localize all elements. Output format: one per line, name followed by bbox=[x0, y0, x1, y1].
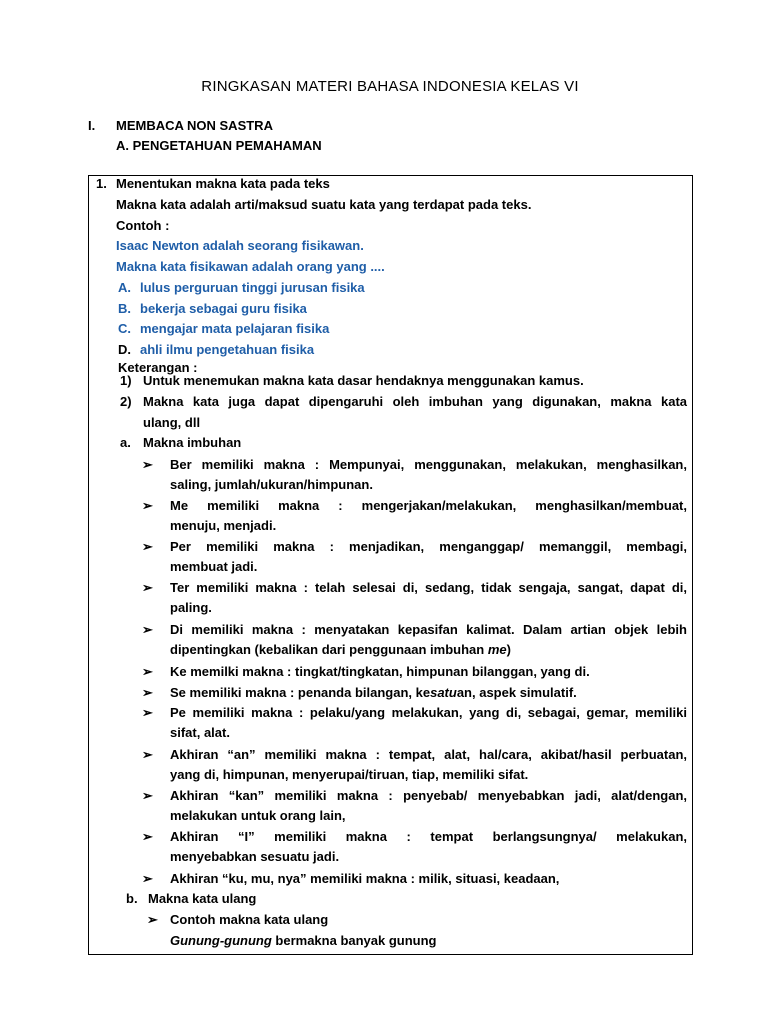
arrow-bullet-icon: ➢ bbox=[142, 788, 153, 803]
text-span: Se memiliki makna : penanda bilangan, ke bbox=[170, 685, 431, 700]
sub-b-label: Makna kata ulang bbox=[148, 891, 257, 906]
list-item: Akhiran “ku, mu, nya” memiliki makna : milik, situasi, keadaan, bbox=[170, 871, 560, 886]
subsection-heading: A. PENGETAHUAN PEMAHAMAN bbox=[116, 138, 322, 153]
list-item-continued: menuju, menjadi. bbox=[170, 518, 277, 533]
text-span: bermakna banyak gunung bbox=[271, 933, 437, 948]
text-span: ) bbox=[506, 642, 511, 657]
note-text: Untuk menemukan makna kata dasar hendaknya menggunakan kamus. bbox=[143, 373, 584, 388]
list-item: Ber memiliki makna : Mempunyai, menggunakan, melakukan, menghasilkan, bbox=[170, 457, 687, 472]
note-number: 2) bbox=[120, 394, 132, 409]
list-item-continued: saling, jumlah/ukuran/himpunan. bbox=[170, 477, 373, 492]
keterangan-label: Keterangan : bbox=[118, 360, 198, 375]
item-heading: Menentukan makna kata pada teks bbox=[116, 176, 330, 191]
note-text-continued: ulang, dll bbox=[143, 415, 201, 430]
arrow-bullet-icon: ➢ bbox=[147, 912, 158, 927]
arrow-bullet-icon: ➢ bbox=[142, 664, 153, 679]
option-letter-b: B. bbox=[118, 301, 131, 316]
option-text-c: mengajar mata pelajaran fisika bbox=[140, 321, 330, 336]
note-number: 1) bbox=[120, 373, 132, 388]
section-heading: MEMBACA NON SASTRA bbox=[116, 118, 273, 133]
list-item: Per memiliki makna : menjadikan, menganggap/ memanggil, membagi, bbox=[170, 539, 687, 554]
italic-word: satu bbox=[430, 685, 457, 700]
list-item: Contoh makna kata ulang bbox=[170, 912, 329, 927]
list-item-continued: menyebabkan sesuatu jadi. bbox=[170, 849, 340, 864]
sub-a-label: Makna imbuhan bbox=[143, 435, 242, 450]
arrow-bullet-icon: ➢ bbox=[142, 747, 153, 762]
option-text-b: bekerja sebagai guru fisika bbox=[140, 301, 307, 316]
list-item: Akhiran “an” memiliki makna : tempat, alat, hal/cara, akibat/hasil perbuatan, bbox=[170, 747, 687, 762]
arrow-bullet-icon: ➢ bbox=[142, 622, 153, 637]
text-span: dipentingkan (kebalikan dari penggunaan imbuhan bbox=[170, 642, 488, 657]
list-item-continued: paling. bbox=[170, 600, 212, 615]
list-item: Akhiran “kan” memiliki makna : penyebab/ menyebabkan jadi, alat/dengan, bbox=[170, 788, 687, 803]
page-title: RINGKASAN MATERI BAHASA INDONESIA KELAS VI bbox=[201, 78, 579, 95]
arrow-bullet-icon: ➢ bbox=[142, 457, 153, 472]
arrow-bullet-icon: ➢ bbox=[142, 580, 153, 595]
item-number: 1. bbox=[96, 176, 107, 191]
list-item: Ke memilki makna : tingkat/tingkatan, himpunan bilanggan, yang di. bbox=[170, 664, 590, 679]
arrow-bullet-icon: ➢ bbox=[142, 705, 153, 720]
example-label: Contoh : bbox=[116, 218, 170, 233]
sub-b-letter: b. bbox=[126, 891, 138, 906]
option-letter-d: D. bbox=[118, 342, 131, 357]
list-item-continued bbox=[170, 642, 511, 657]
example-line bbox=[170, 933, 437, 948]
section-number: I. bbox=[88, 118, 96, 133]
text-span: an, aspek simulatif. bbox=[456, 685, 577, 700]
list-item-continued: yang di, himpunan, menyerupai/tiruan, tiap, memiliki sifat. bbox=[170, 767, 529, 782]
list-item bbox=[170, 685, 577, 700]
note-text: Makna kata juga dapat dipengaruhi oleh imbuhan yang digunakan, makna kata bbox=[143, 394, 687, 409]
example-sentence: Isaac Newton adalah seorang fisikawan. bbox=[116, 238, 364, 253]
arrow-bullet-icon: ➢ bbox=[142, 539, 153, 554]
list-item: Me memiliki makna : mengerjakan/melakukan, menghasilkan/membuat, bbox=[170, 498, 687, 513]
list-item: Pe memiliki makna : pelaku/yang melakukan, yang di, sebagai, gemar, memiliki bbox=[170, 705, 687, 720]
arrow-bullet-icon: ➢ bbox=[142, 829, 153, 844]
list-item-continued: sifat, alat. bbox=[170, 725, 230, 740]
option-text-a: lulus perguruan tinggi jurusan fisika bbox=[140, 280, 365, 295]
option-text-d: ahli ilmu pengetahuan fisika bbox=[140, 342, 315, 357]
list-item: Ter memiliki makna : telah selesai di, sedang, tidak sengaja, sangat, dapat di, bbox=[170, 580, 687, 595]
question-text: Makna kata fisikawan adalah orang yang .... bbox=[116, 259, 385, 274]
list-item-continued: membuat jadi. bbox=[170, 559, 258, 574]
list-item: Akhiran “I” memiliki makna : tempat berlangsungnya/ melakukan, bbox=[170, 829, 687, 844]
italic-word: me bbox=[487, 642, 507, 657]
definition-text: Makna kata adalah arti/maksud suatu kata yang terdapat pada teks. bbox=[116, 197, 532, 212]
sub-a-letter: a. bbox=[120, 435, 131, 450]
arrow-bullet-icon: ➢ bbox=[142, 498, 153, 513]
italic-word: Gunung-gunung bbox=[170, 933, 272, 948]
option-letter-c: C. bbox=[118, 321, 131, 336]
arrow-bullet-icon: ➢ bbox=[142, 871, 153, 886]
arrow-bullet-icon: ➢ bbox=[142, 685, 153, 700]
option-letter-a: A. bbox=[118, 280, 131, 295]
list-item: Di memiliki makna : menyatakan kepasifan kalimat. Dalam artian objek lebih bbox=[170, 622, 687, 637]
list-item-continued: melakukan untuk orang lain, bbox=[170, 808, 346, 823]
